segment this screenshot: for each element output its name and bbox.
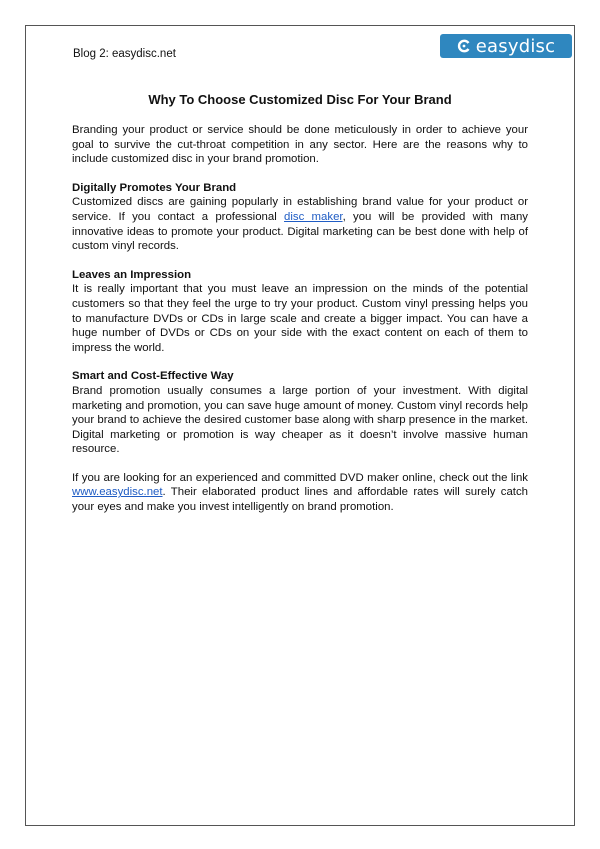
section-paragraph: It is really important that you must leave an impression on the minds of the potential customers so that they feel the urge to try your product. Custom vinyl pressing helps you to manufacture DVDs or CDs in large scale and create a bigger impact. You can have a huge number of DVDs or CDs on your side with the exact content on each of them to impress the world. — [72, 283, 528, 354]
paragraph-text: . Their elaborated product lines and affordable rates will surely catch your eyes and make you invest intelligently on brand promotion. — [72, 486, 528, 514]
disc-maker-link[interactable]: disc maker — [284, 210, 343, 223]
document-page — [25, 25, 575, 826]
section-paragraph — [72, 195, 528, 253]
closing-paragraph — [72, 471, 528, 515]
logo-wordmark: easydisc — [475, 35, 556, 57]
easydisc-logo — [440, 34, 572, 58]
disc-logo-icon — [457, 39, 471, 53]
paragraph-text: If you are looking for an experienced and committed DVD maker online, check out the link — [72, 471, 528, 484]
intro-paragraph: Branding your product or service should be done meticulously in order to achieve your goal to survive the cut-throat competition in any sector. Here are the reasons why to include customized disc in your brand promotion. — [72, 124, 528, 166]
article-body — [72, 123, 528, 515]
section-paragraph: Brand promotion usually consumes a large portion of your investment. With digital marketing and promotion, you can save huge amount of money. Custom vinyl records help your brand to achieve the desired customer base along with sharp presence in the market. Digital marketing or promotion is way cheaper as it doesn’t involve massive human resource. — [72, 384, 528, 456]
section-heading: Leaves an Impression — [72, 268, 192, 281]
paragraph-text: , you will be provided with many innovative ideas to promote your product. Digital marketing can be best done with help of custom vinyl records. — [72, 210, 529, 253]
paragraph-text: Customized discs are gaining popularly in establishing brand value for your product or service. If you contact a professional — [72, 196, 528, 223]
easydisc-website-link[interactable]: www.easydisc.net — [72, 486, 163, 499]
page-title: Why To Choose Customized Disc For Your Brand — [148, 92, 452, 107]
section-heading: Smart and Cost-Effective Way — [72, 370, 234, 383]
section-heading: Digitally Promotes Your Brand — [72, 181, 237, 194]
blog-label: Blog 2: easydisc.net — [73, 48, 176, 60]
